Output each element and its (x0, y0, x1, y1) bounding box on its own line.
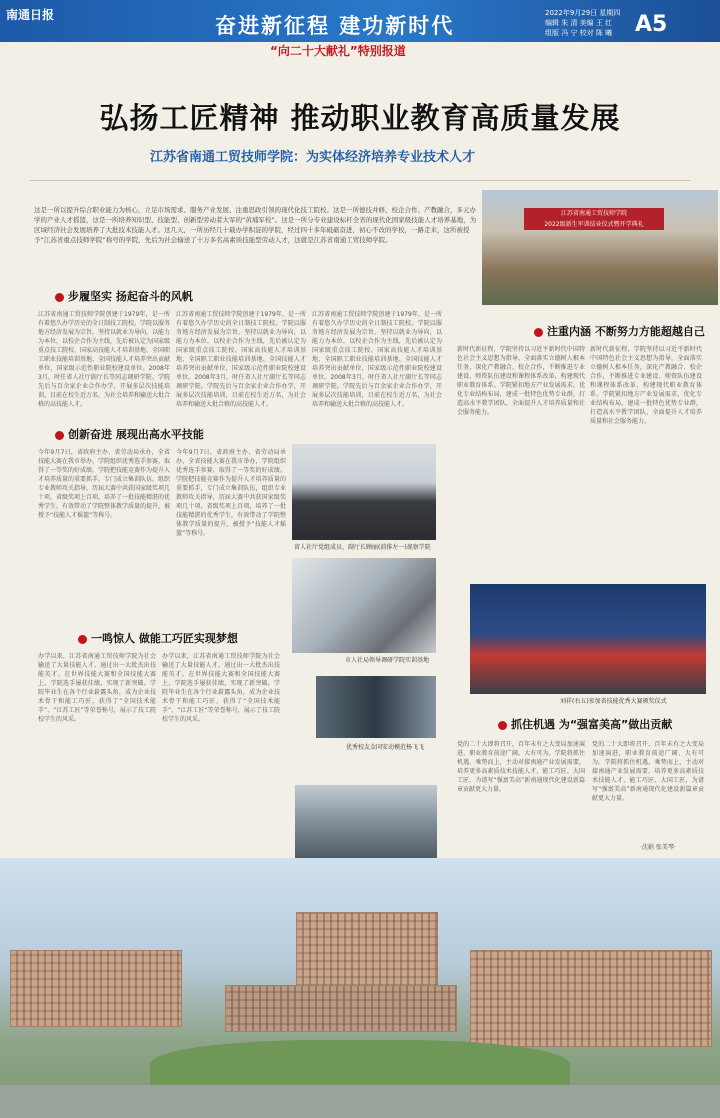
section-2-text-a: 今年9月7日，省政府主办、省劳动局承办，全省技能大赛在我市举办，学院组织优秀选手参赛，取得了一等奖的好成绩。学院把技能竞赛作为提升人才培养质量的重要抓手，专门成立集训队伍，组织专业教师攻关指导，历届大赛中共获国家级奖项几十项，省级奖项上百项，培养了一批技能精湛的优秀学生，有效带动了学院整体教学质量的提升，被授予“技能人才摇篮”等称号。 (38, 449, 171, 519)
header-slogan: 奋进新征程 建功新时代 (215, 14, 455, 38)
section-1-text-c: 江苏省南通工贸技师学院创建于1979年，是一所有着悠久办学历史的全日制技工院校。学院以服务地方经济发展为宗旨，坚持以就业为导向，以能力为本位，以校企合作为主线，先后被认定为国家级重点技工院校、国家高技能人才培训基地、全国职工职业技能培训基地、全国技能人才培养突出贡献单位，国家级示范性职业院校建设单位。2008年3月，时任省人社厅副厅长等同志调研学院。学院先后与百余家企业合作办学，开展多层次技能培训，目前在校生近万名，为社会培养和输送大批合格的高技能人才。 (312, 311, 442, 408)
section-1-text-a: 江苏省南通工贸技师学院创建于1979年，是一所有着悠久办学历史的全日制技工院校。学院以服务地方经济发展为宗旨，坚持以就业为导向，以能力为本位，以校企合作为主线，先后被认定为国家级重点技工院校、国家高技能人才培训基地、全国职工职业技能培训基地、全国技能人才培养突出贡献单位，国家级示范性职业院校建设单位。2008年3月，时任省人社厅副厅长等同志调研学院。学院先后与百余家企业合作办学，开展多层次技能培训，目前在校生近万名，为社会培养和输送大批合格的高技能人才。 (38, 311, 171, 408)
section-bullet-icon (55, 293, 64, 302)
issue-date: 2022年9月29日 星期四 (545, 9, 621, 17)
section-title-3: 一鸣惊人 做能工巧匠实现梦想 (78, 630, 238, 646)
alumni-photo-1 (316, 676, 436, 738)
section-title-5: 抓住机遇 为“强富美高”做出贡献 (498, 716, 672, 732)
ceremony-photo (482, 190, 718, 305)
award-photo (470, 584, 706, 694)
section-4-text-a: 新时代新征程，学院坚持以习近平新时代中国特色社会主义思想为指导，全面落实立德树人根本任务，深化产教融合、校企合作，不断推进专业建设、师资队伍建设和课程体系改革，构建现代职业教育体系。学院紧扣地方产业发展需求，优化专业结构布局，建成一批特色优势专业群，打造高水平教学团队，全面提升人才培养质量和社会服务能力。 (457, 346, 585, 416)
subheadline: 江苏省南通工贸技师学院：为实体经济培养专业技术人才 (150, 150, 476, 165)
newspaper-logo: 南通日报 (6, 8, 55, 22)
campus-road (0, 1085, 720, 1118)
issue-editors: 编辑 朱 清 美编 王 红 (545, 19, 613, 27)
section-title-2: 创新奋进 展现出高水平技能 (55, 426, 204, 442)
caption-award-photo: 刘祥(右五)参加省技能优秀大赛颁奖仪式 (560, 698, 667, 705)
page-number: A5 (635, 12, 668, 37)
section-3-text-b: 办学以来，江苏省南通工贸技师学院为社会输送了大量技能人才，通过出一大批杰出技能英才。在世界技能大赛和全国技能大赛上，学院选手屡获佳绩，实现了新突破。学院毕业生在各个行业崭露头角，成为企业技术骨干和能工巧匠，获得了“全国技术能手”、“江苏工匠”等荣誉称号，展示了技工院校学生的风采。 (162, 653, 280, 723)
issue-info (545, 8, 620, 38)
campus-building-mid (225, 985, 457, 1032)
section-4-text-b: 新时代新征程，学院坚持以习近平新时代中国特色社会主义思想为指导，全面落实立德树人根本任务，深化产教融合、校企合作，不断推进专业建设、师资队伍建设和课程体系改革，构建现代职业教育体系。学院紧扣地方产业发展需求，优化专业结构布局，建成一批特色优势专业群，打造高水平教学团队，全面提升人才培养质量和社会服务能力。 (590, 346, 702, 425)
caption-lab-photo: 市人社局领导调研学院实训基地 (345, 657, 430, 664)
ceremony-banner: 江苏省南通工贸技师学院 2022级新生军训结业仪式暨开学典礼 (524, 208, 664, 230)
section-bullet-icon (55, 431, 64, 440)
author-byline: ·沈娟 张美琴· (640, 844, 676, 851)
section-bullet-icon (498, 721, 507, 730)
section-title-4: 注重内涵 不断努力方能超越自己 (534, 323, 705, 339)
section-1-text-b: 江苏省南通工贸技师学院创建于1979年，是一所有着悠久办学历史的全日制技工院校。学院以服务地方经济发展为宗旨，坚持以就业为导向，以能力为本位，以校企合作为主线，先后被认定为国家级重点技工院校、国家高技能人才培训基地、全国职工职业技能培训基地、全国技能人才培养突出贡献单位，国家级示范性职业院校建设单位。2008年3月，时任省人社厅副厅长等同志调研学院。学院先后与百余家企业合作办学，开展多层次技能培训，目前在校生近万名，为社会培养和输送大批合格的高技能人才。 (176, 311, 306, 408)
section-bullet-icon (534, 328, 543, 337)
issue-layout: 组版 冯 宁 校对 陈 曦 (545, 29, 613, 37)
section-5-text-b: 党的二十大即将召开，百年未有之大变局加速演进，职业教育前途广阔、大有可为。学院将抓住机遇，乘势而上，主动对接南通产业发展需要，培养更多高素质技术技能人才、能工巧匠、大国工匠，为谱写“强富美高”新南通现代化建设新篇章贡献更大力量。 (592, 741, 704, 802)
section-title-1: 步履坚实 扬起奋斗的风帆 (55, 288, 193, 304)
caption-visit-photo: 省人社厅党组成员、副厅长顾丽(前排左一)视察学院 (294, 544, 431, 551)
lab-photo (292, 558, 436, 653)
divider (30, 180, 690, 181)
headline: 弘扬工匠精神 推动职业教育高质量发展 (99, 101, 621, 135)
intro-paragraph: 这是一所以提升综合职业能力为核心，立足市场需求、服务产业发展、注重思政引领的现代化技工院校。这是一所德技并修、校企合作、产教融合，多元办学的产业人才摇篮，这是一所培养知识型、技能型、创新型劳动者大军的“黄埔军校”。这是一所分专业建设标杆全省的现代化国家级技能人才培养基地，为区域经济社会发展培养了大批技术技能人才。这几天，一所历经几十载办学积淀的学院，经过四十多年砥砺奋进，初心不改的学校，一路走来，这所被授予“江苏省重点技师学院”称号的学院，先后为社会输送了十万多名高素质技能型劳动人才，这就是江苏省南通工贸技师学院。 (34, 206, 477, 244)
section-bullet-icon (78, 635, 87, 644)
campus-building-left (10, 950, 182, 1027)
section-3-text-a: 办学以来，江苏省南通工贸技师学院为社会输送了大量技能人才，通过出一大批杰出技能英才。在世界技能大赛和全国技能大赛上，学院选手屡获佳绩，实现了新突破。学院毕业生在各个行业崭露头角，成为企业技术骨干和能工巧匠，获得了“全国技术能手”、“江苏工匠”等荣誉称号，展示了技工院校学生的风采。 (38, 653, 156, 723)
visit-photo (292, 444, 436, 540)
caption-alumni-photo-1: 优秀校友金国安动模范杨飞飞 (346, 744, 425, 751)
section-5-text-a: 党的二十大即将召开，百年未有之大变局加速演进，职业教育前途广阔、大有可为。学院将抓住机遇，乘势而上，主动对接南通产业发展需要，培养更多高素质技术技能人才、能工巧匠、大国工匠，为谱写“强富美高”新南通现代化建设新篇章贡献更大力量。 (457, 741, 585, 793)
special-report-label: “向二十大献礼”特别报道 (270, 44, 406, 58)
section-2-text-b: 今年9月7日，省政府主办、省劳动局承办，全省技能大赛在我市举办，学院组织优秀选手参赛，取得了一等奖的好成绩。学院把技能竞赛作为提升人才培养质量的重要抓手，专门成立集训队伍，组织专业教师攻关指导，历届大赛中共获国家级奖项几十项，省级奖项上百项，培养了一批技能精湛的优秀学生，有效带动了学院整体教学质量的提升，被授予“技能人才摇篮”等称号。 (176, 449, 286, 537)
campus-building-right (470, 950, 712, 1047)
